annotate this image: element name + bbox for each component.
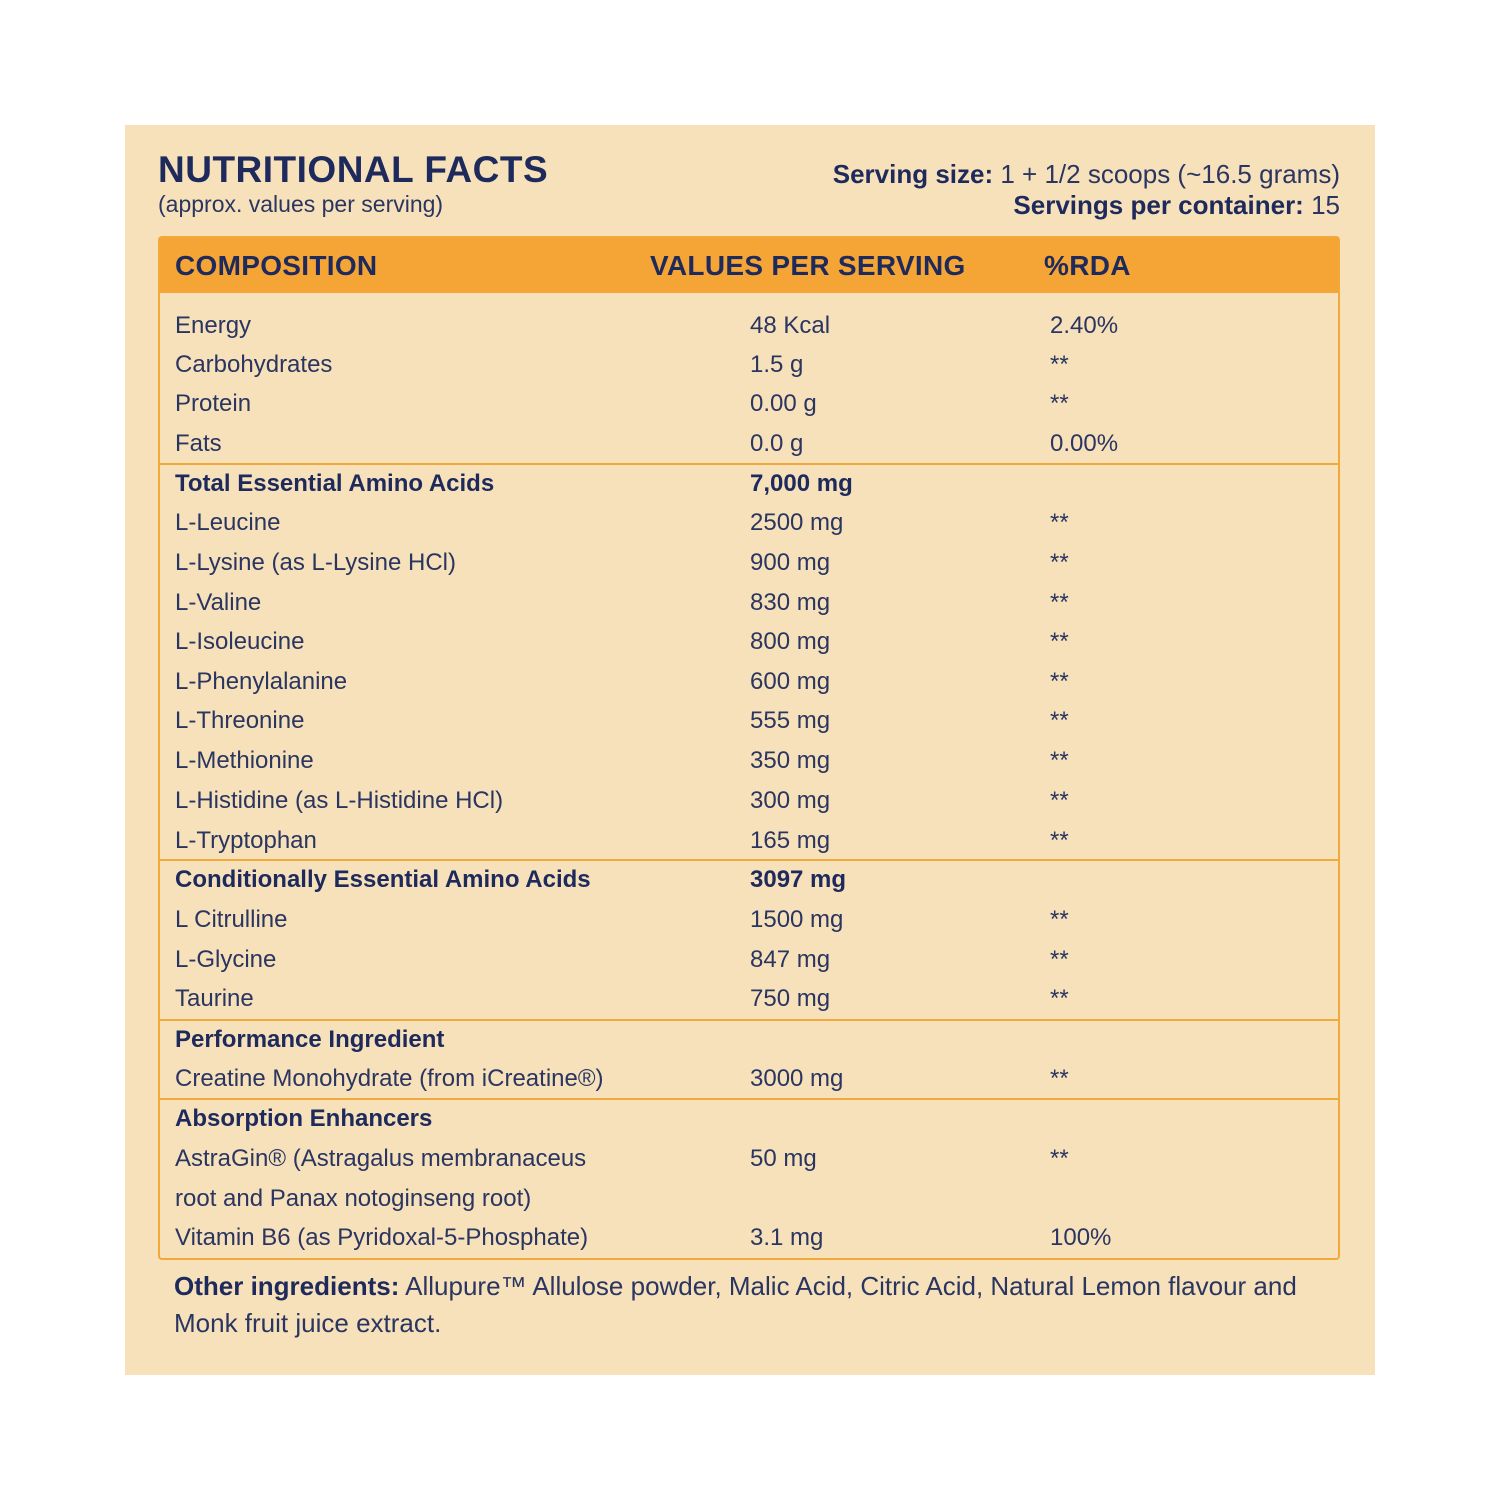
- table-row: [160, 306, 1338, 346]
- row-value: 165 mg: [750, 827, 831, 854]
- row-value: 0.00 g: [750, 390, 817, 417]
- column-header-composition: COMPOSITION: [175, 250, 378, 281]
- row-value: 2500 mg: [750, 509, 844, 536]
- row-rda: **: [1050, 906, 1069, 933]
- page-title: NUTRITIONAL FACTS: [158, 149, 549, 190]
- serving-size: [833, 159, 1340, 190]
- other-ingredients-label: Other ingredients:: [174, 1271, 400, 1301]
- row-value: 1.5 g: [750, 351, 804, 378]
- row-name: L-Phenylalanine: [175, 668, 348, 695]
- nutrition-table: [158, 236, 1340, 1260]
- serving-info: [833, 159, 1340, 221]
- other-ingredients: [174, 1268, 1334, 1342]
- servings-value: 15: [1311, 190, 1340, 220]
- row-name: L-Isoleucine: [175, 628, 305, 655]
- row-name: Taurine: [175, 985, 254, 1012]
- page-subtitle: (approx. values per serving): [158, 191, 444, 217]
- table-row: [160, 741, 1338, 781]
- row-rda: **: [1050, 707, 1069, 734]
- row-rda: **: [1050, 946, 1069, 973]
- table-row: [160, 1179, 1338, 1219]
- row-rda: **: [1050, 549, 1069, 576]
- serving-size-value: 1 + 1/2 scoops (~16.5 grams): [1000, 159, 1340, 189]
- table-row: [160, 821, 1338, 861]
- table-row: [160, 345, 1338, 385]
- row-rda: **: [1050, 787, 1069, 814]
- section-heading: Conditionally Essential Amino Acids: [175, 866, 591, 893]
- row-name: Creatine Monohydrate (from iCreatine®): [175, 1065, 604, 1092]
- table-row: [160, 583, 1338, 623]
- row-name: L-Valine: [175, 589, 262, 616]
- table-row: [160, 662, 1338, 702]
- row-rda: **: [1050, 747, 1069, 774]
- row-rda: **: [1050, 1145, 1069, 1172]
- section-heading-row: [160, 464, 1338, 504]
- row-value: 300 mg: [750, 787, 831, 814]
- row-rda: **: [1050, 390, 1069, 417]
- row-name: L Citrulline: [175, 906, 288, 933]
- row-name: Carbohydrates: [175, 351, 333, 378]
- table-row: [160, 1139, 1338, 1179]
- table-row: [160, 701, 1338, 741]
- table-row: [160, 503, 1338, 543]
- row-rda: **: [1050, 827, 1069, 854]
- row-name: L-Histidine (as L-Histidine HCl): [175, 787, 504, 814]
- row-name: root and Panax notoginseng root): [175, 1185, 532, 1212]
- row-rda: **: [1050, 1065, 1069, 1092]
- row-name: Protein: [175, 390, 252, 417]
- section-heading: Absorption Enhancers: [175, 1105, 433, 1132]
- row-value: 800 mg: [750, 628, 831, 655]
- nutrition-facts-card: [125, 125, 1375, 1375]
- row-rda: **: [1050, 985, 1069, 1012]
- table-row: [160, 384, 1338, 424]
- table-header: [160, 238, 1338, 293]
- row-rda: **: [1050, 628, 1069, 655]
- column-header-rda: %RDA: [1044, 250, 1131, 281]
- row-value: 830 mg: [750, 589, 831, 616]
- table-row: [160, 781, 1338, 821]
- table-row: [160, 543, 1338, 583]
- row-name: L-Tryptophan: [175, 827, 317, 854]
- row-rda: 100%: [1050, 1224, 1112, 1251]
- section-total: 7,000 mg: [750, 470, 853, 497]
- table-row: [160, 1059, 1338, 1099]
- row-name: L-Methionine: [175, 747, 314, 774]
- row-value: 900 mg: [750, 549, 831, 576]
- row-value: 847 mg: [750, 946, 831, 973]
- row-value: 3000 mg: [750, 1065, 844, 1092]
- serving-size-label: Serving size:: [832, 159, 994, 189]
- row-value: 555 mg: [750, 707, 831, 734]
- row-name: Vitamin B6 (as Pyridoxal-5-Phosphate): [175, 1224, 589, 1251]
- table-row: [160, 979, 1338, 1019]
- table-row: [160, 1218, 1338, 1258]
- row-name: Energy: [175, 312, 252, 339]
- row-value: 50 mg: [750, 1145, 817, 1172]
- other-ingredients-text: Allupure™ Allulose powder, Malic Acid, Citric Acid, Natural Lemon flavour and Monk fruit juice extract.: [174, 1271, 1297, 1338]
- servings-label: Servings per container:: [1013, 190, 1304, 220]
- row-rda: **: [1050, 351, 1069, 378]
- row-value: 48 Kcal: [750, 312, 831, 339]
- table-row: [160, 900, 1338, 940]
- table-row: [160, 622, 1338, 662]
- row-value: 600 mg: [750, 668, 831, 695]
- column-header-values: VALUES PER SERVING: [650, 250, 966, 281]
- servings-per-container: [833, 190, 1340, 221]
- row-value: 3.1 mg: [750, 1224, 824, 1251]
- row-value: 0.0 g: [750, 430, 804, 457]
- row-name: L-Threonine: [175, 707, 305, 734]
- section-heading-row: [160, 1099, 1338, 1139]
- section-total: 3097 mg: [750, 866, 847, 893]
- row-name: L-Lysine (as L-Lysine HCl): [175, 549, 456, 576]
- row-name: L-Glycine: [175, 946, 277, 973]
- section-heading: Performance Ingredient: [175, 1026, 445, 1053]
- row-value: 1500 mg: [750, 906, 844, 933]
- row-value: 350 mg: [750, 747, 831, 774]
- row-name: AstraGin® (Astragalus membranaceus: [175, 1145, 587, 1172]
- row-rda: 0.00%: [1050, 430, 1119, 457]
- section-heading-row: [160, 860, 1338, 900]
- section-heading-row: [160, 1020, 1338, 1060]
- table-row: [160, 940, 1338, 980]
- row-name: L-Leucine: [175, 509, 281, 536]
- section-heading: Total Essential Amino Acids: [175, 470, 495, 497]
- row-rda: **: [1050, 589, 1069, 616]
- row-value: 750 mg: [750, 985, 831, 1012]
- table-row: [160, 424, 1338, 464]
- row-rda: **: [1050, 668, 1069, 695]
- row-rda: **: [1050, 509, 1069, 536]
- row-rda: 2.40%: [1050, 312, 1119, 339]
- row-name: Fats: [175, 430, 222, 457]
